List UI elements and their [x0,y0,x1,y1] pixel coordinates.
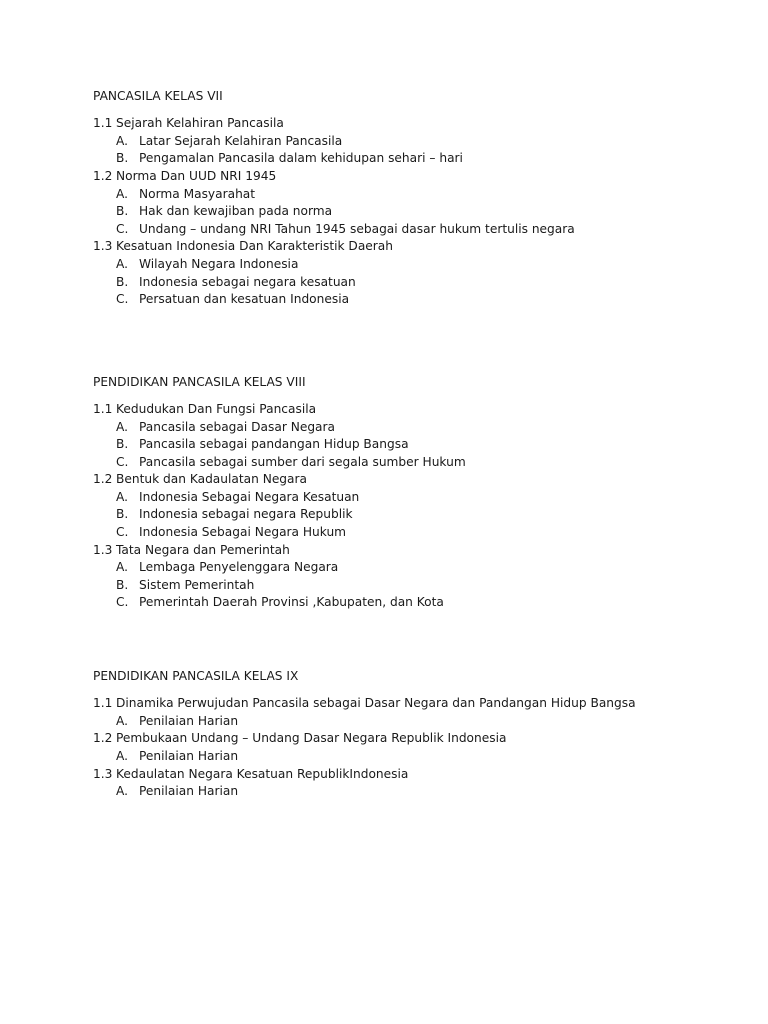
list-item [93,783,733,801]
list-item [93,150,733,168]
topic-number: 1.1 [93,116,113,131]
item-text: Wilayah Negara Indonesia [139,256,299,271]
topic-heading [93,168,733,186]
item-text: Pengamalan Pancasila dalam kehidupan sehari – hari [139,151,463,166]
list-item [93,748,733,766]
list-item [93,594,733,612]
topic-title: Bentuk dan Kadaulatan Negara [116,472,307,487]
list-item [93,221,733,239]
list-item [93,256,733,274]
item-letter: C. [116,454,129,469]
topic-title: Pembukaan Undang – Undang Dasar Negara Republik Indonesia [116,731,507,746]
topic-number: 1.1 [93,696,113,711]
item-letter: B. [116,274,129,289]
item-text: Indonesia Sebagai Negara Kesatuan [139,489,360,504]
topic-title: Kedaulatan Negara Kesatuan RepublikIndonesia [116,766,409,781]
list-item [93,577,733,595]
topic-number: 1.1 [93,401,113,416]
item-letter: B. [116,507,129,522]
item-text: Latar Sejarah Kelahiran Pancasila [139,133,343,148]
topic-title: Tata Negara dan Pemerintah [116,542,290,557]
item-text: Pancasila sebagai sumber dari segala sumber Hukum [139,454,466,469]
item-letter: B. [116,151,129,166]
item-letter: B. [116,204,129,219]
topic-heading [93,542,733,560]
section-kelas-viii [93,374,733,612]
item-text: Indonesia sebagai negara kesatuan [139,274,356,289]
item-text: Undang – undang NRI Tahun 1945 sebagai dasar hukum tertulis negara [139,221,575,236]
topic-number: 1.3 [93,542,113,557]
topic-title: Kesatuan Indonesia Dan Karakteristik Daerah [116,239,393,254]
list-item [93,203,733,221]
topic-heading [93,115,733,133]
topic-number: 1.3 [93,766,113,781]
list-item [93,454,733,472]
topic-heading [93,730,733,748]
item-letter: A. [116,784,128,799]
item-text: Persatuan dan kesatuan Indonesia [139,292,350,307]
section-title: PENDIDIKAN PANCASILA KELAS IX [93,669,299,684]
item-text: Penilaian Harian [139,713,239,728]
item-letter: A. [116,560,128,575]
item-letter: A. [116,489,128,504]
section-spacer [93,309,733,374]
list-item [93,186,733,204]
item-text: Penilaian Harian [139,749,239,763]
item-text: Hak dan kewajiban pada norma [139,204,333,219]
item-letter: C. [116,292,129,307]
list-item [93,274,733,292]
list-item [93,489,733,507]
list-item [93,291,733,309]
item-text: Indonesia sebagai negara Republik [139,507,353,522]
document-page [93,88,733,801]
item-letter: B. [116,437,129,452]
list-item [93,524,733,542]
list-item [93,713,733,731]
topic-number: 1.2 [93,168,113,183]
topic-title: Kedudukan Dan Fungsi Pancasila [116,401,317,416]
item-letter: A. [116,713,128,728]
list-item [93,436,733,454]
section-spacer [93,612,733,668]
item-letter: C. [116,221,129,236]
item-text: Pemerintah Daerah Provinsi ,Kabupaten, dan Kota [139,595,444,610]
section-title: PENDIDIKAN PANCASILA KELAS VIII [93,374,306,389]
item-text: Norma Masyarahat [139,186,256,201]
list-item [93,559,733,577]
item-letter: B. [116,577,129,592]
section-title: PANCASILA KELAS VII [93,89,223,103]
item-letter: A. [116,256,128,271]
section-kelas-ix [93,668,733,801]
item-letter: A. [116,419,128,434]
item-text: Indonesia Sebagai Negara Hukum [139,525,347,540]
item-text: Penilaian Harian [139,784,239,799]
topic-heading [93,238,733,256]
topic-number: 1.3 [93,239,113,254]
topic-title: Sejarah Kelahiran Pancasila [116,116,284,131]
item-text: Sistem Pemerintah [139,577,255,592]
topic-number: 1.2 [93,472,113,487]
item-letter: C. [116,525,129,540]
topic-title: Dinamika Perwujudan Pancasila sebagai Dasar Negara dan Pandangan Hidup Bangsa [116,696,636,711]
item-letter: A. [116,133,128,148]
item-text: Pancasila sebagai pandangan Hidup Bangsa [139,437,409,452]
list-item [93,133,733,151]
item-letter: A. [116,749,128,763]
topic-heading [93,471,733,489]
topic-number: 1.2 [93,731,113,746]
item-text: Lembaga Penyelenggara Negara [139,560,339,575]
item-text: Pancasila sebagai Dasar Negara [139,419,335,434]
section-kelas-vii [93,88,733,309]
topic-heading [93,695,733,713]
topic-heading [93,766,733,784]
item-letter: A. [116,186,128,201]
list-item [93,506,733,524]
item-letter: C. [116,595,129,610]
topic-heading [93,401,733,419]
topic-title: Norma Dan UUD NRI 1945 [116,168,277,183]
list-item [93,419,733,437]
